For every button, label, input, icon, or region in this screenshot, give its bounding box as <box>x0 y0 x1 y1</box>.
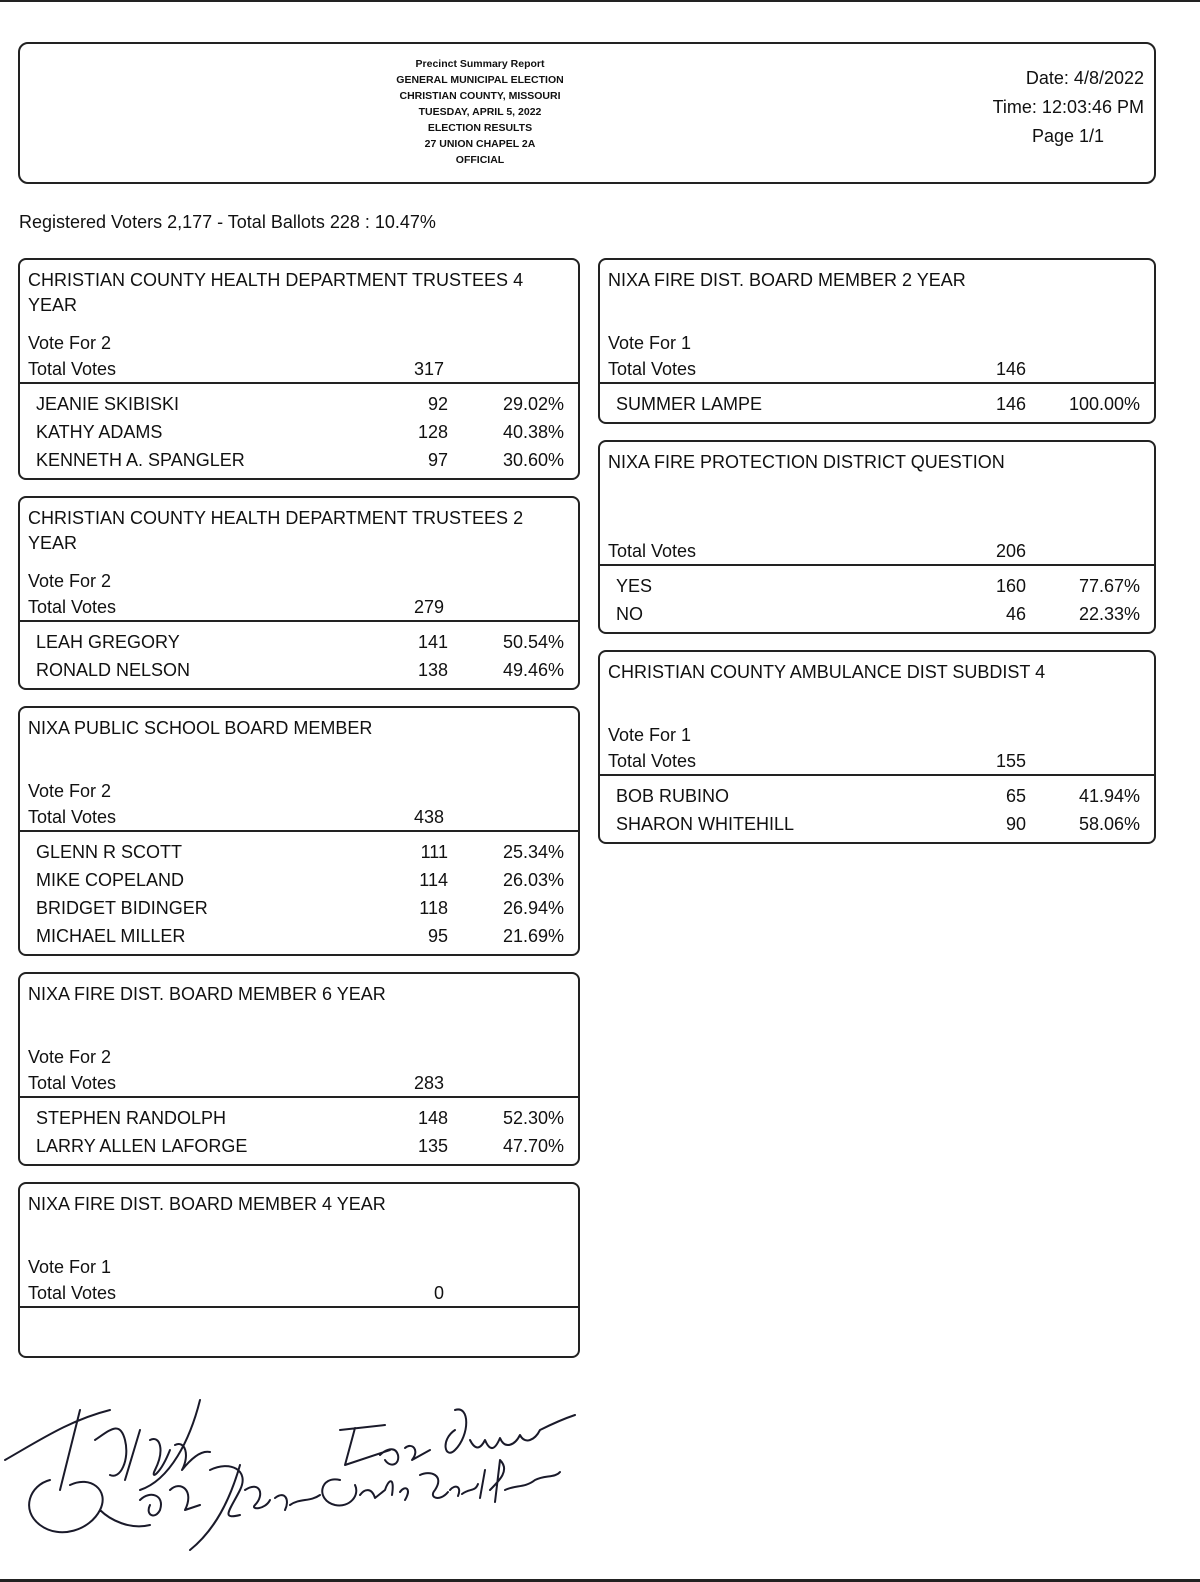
candidate-name: LEAH GREGORY <box>36 632 180 652</box>
header-line: OFFICIAL <box>455 154 505 166</box>
signature-stroke <box>322 1460 560 1505</box>
candidate-row <box>614 782 1140 810</box>
candidate-row <box>34 390 564 418</box>
contest-box <box>18 706 580 956</box>
contest-box <box>18 972 580 1166</box>
report-meta <box>993 64 1144 151</box>
candidate-percent: 40.38% <box>502 422 564 442</box>
vote-for-row <box>28 778 570 804</box>
candidate-votes: 46 <box>1005 604 1026 624</box>
candidate-votes: 148 <box>417 1108 448 1128</box>
candidate-list <box>600 566 1154 632</box>
candidate-votes: 146 <box>995 394 1026 414</box>
candidate-percent: 30.60% <box>502 450 564 470</box>
candidate-votes: 92 <box>427 394 448 414</box>
total-votes-value: 146 <box>995 359 1026 379</box>
signature-stroke <box>5 1400 210 1490</box>
total-votes-label: Total Votes <box>608 541 697 561</box>
header-line: ELECTION RESULTS <box>427 122 533 134</box>
signature-stroke <box>29 1465 320 1550</box>
candidate-votes: 138 <box>417 660 448 680</box>
vote-for-row <box>28 1044 570 1070</box>
candidate-list <box>600 776 1154 842</box>
contest-title: CHRISTIAN COUNTY HEALTH DEPARTMENT TRUSTEES 4 YEAR <box>28 270 524 315</box>
contest-header <box>600 652 1154 774</box>
candidate-votes: 97 <box>427 450 448 470</box>
candidate-row <box>34 446 564 474</box>
contest-box <box>598 258 1156 424</box>
candidate-percent: 21.69% <box>502 926 564 946</box>
candidate-votes: 95 <box>427 926 448 946</box>
candidate-name: BOB RUBINO <box>616 786 730 806</box>
total-votes-label: Total Votes <box>28 359 117 379</box>
candidate-list <box>20 384 578 478</box>
contest-title: CHRISTIAN COUNTY AMBULANCE DIST SUBDIST 4 <box>608 662 1046 682</box>
candidate-row <box>34 1104 564 1132</box>
vote-for-row <box>28 568 570 594</box>
vote-for-row <box>28 330 570 356</box>
vote-for-label: Vote For 1 <box>608 725 692 745</box>
vote-for-row <box>608 722 1146 748</box>
vote-for-label: Vote For 2 <box>28 1047 112 1067</box>
total-votes-label: Total Votes <box>28 597 117 617</box>
vote-for-label: Vote For 1 <box>608 333 692 353</box>
contest-box <box>598 650 1156 844</box>
candidate-percent: 77.67% <box>1078 576 1140 596</box>
candidate-list <box>20 1308 578 1356</box>
candidate-row <box>614 390 1140 418</box>
total-votes-value: 317 <box>413 359 444 379</box>
candidate-percent: 50.54% <box>502 632 564 652</box>
total-votes-value: 155 <box>995 751 1026 771</box>
report-time: Time: 12:03:46 PM <box>992 97 1144 117</box>
right-contest-column <box>598 258 1156 860</box>
official-signatures <box>0 1380 620 1580</box>
candidate-name: MIKE COPELAND <box>36 870 185 890</box>
contest-header <box>20 974 578 1096</box>
candidate-percent: 25.34% <box>502 842 564 862</box>
candidate-votes: 118 <box>419 898 448 918</box>
header-line: CHRISTIAN COUNTY, MISSOURI <box>399 90 561 102</box>
candidate-name: STEPHEN RANDOLPH <box>36 1108 227 1128</box>
left-contest-column <box>18 258 580 1374</box>
contest-title-spacer <box>608 293 1146 330</box>
candidate-row <box>614 810 1140 838</box>
contest-title-spacer <box>28 1217 570 1254</box>
report-header <box>18 42 1156 184</box>
header-line: 27 UNION CHAPEL 2A <box>424 138 536 150</box>
contest-header <box>20 498 578 620</box>
total-votes-value: 0 <box>433 1283 444 1303</box>
candidate-percent: 22.33% <box>1078 604 1140 624</box>
candidate-list <box>20 832 578 954</box>
candidate-name: NO <box>616 604 643 624</box>
candidate-votes: 111 <box>420 842 448 862</box>
total-votes-label: Total Votes <box>28 807 117 827</box>
contest-title-spacer <box>28 1007 570 1044</box>
candidate-row <box>34 838 564 866</box>
contest-header <box>600 260 1154 382</box>
total-votes-value: 283 <box>413 1073 444 1093</box>
scan-top-edge <box>0 0 1200 2</box>
candidate-percent: 47.70% <box>502 1136 564 1156</box>
contest-title-spacer <box>608 685 1146 722</box>
contest-title: NIXA FIRE DIST. BOARD MEMBER 2 YEAR <box>608 270 966 290</box>
total-votes-label: Total Votes <box>28 1073 117 1093</box>
candidate-percent: 29.02% <box>502 394 564 414</box>
contest-title-spacer <box>608 475 1146 512</box>
contest-title: NIXA FIRE DIST. BOARD MEMBER 4 YEAR <box>28 1194 386 1214</box>
candidate-votes: 141 <box>417 632 448 652</box>
candidate-name: MICHAEL MILLER <box>36 926 186 946</box>
candidate-list <box>20 1098 578 1164</box>
total-votes-row <box>608 538 1146 564</box>
vote-for-row <box>608 330 1146 356</box>
contest-title-spacer <box>28 556 570 568</box>
candidate-percent: 100.00% <box>1068 394 1140 414</box>
contest-header <box>20 260 578 382</box>
total-votes-value: 438 <box>413 807 444 827</box>
candidate-votes: 128 <box>417 422 448 442</box>
candidate-row <box>34 418 564 446</box>
contest-header <box>20 1184 578 1306</box>
total-votes-row <box>28 1280 570 1306</box>
candidate-votes: 65 <box>1005 786 1026 806</box>
contest-title-spacer <box>28 318 570 330</box>
candidate-votes: 160 <box>995 576 1026 596</box>
total-votes-row <box>28 804 570 830</box>
candidate-row <box>34 894 564 922</box>
report-date: Date: 4/8/2022 <box>1025 68 1144 88</box>
header-line: Precinct Summary Report <box>415 58 545 70</box>
total-votes-label: Total Votes <box>608 751 697 771</box>
contest-box <box>18 496 580 690</box>
contest-header <box>600 442 1154 564</box>
total-votes-label: Total Votes <box>28 1283 117 1303</box>
total-votes-value: 279 <box>413 597 444 617</box>
candidate-name: SUMMER LAMPE <box>616 394 763 414</box>
registered-voters-summary: Registered Voters 2,177 - Total Ballots 228 : 10.47% <box>19 212 436 232</box>
candidate-name: KATHY ADAMS <box>36 422 163 442</box>
candidate-votes: 135 <box>417 1136 448 1156</box>
candidate-list <box>20 622 578 688</box>
total-votes-row <box>608 356 1146 382</box>
contest-title: NIXA PUBLIC SCHOOL BOARD MEMBER <box>28 718 373 738</box>
header-line: TUESDAY, APRIL 5, 2022 <box>418 106 542 118</box>
vote-for-label: Vote For 2 <box>28 571 112 591</box>
contest-box <box>18 258 580 480</box>
total-votes-row <box>28 356 570 382</box>
candidate-percent: 49.46% <box>502 660 564 680</box>
candidate-percent: 52.30% <box>502 1108 564 1128</box>
candidate-name: RONALD NELSON <box>36 660 191 680</box>
vote-for-row <box>608 512 1146 538</box>
vote-for-label: Vote For 2 <box>28 781 112 801</box>
candidate-row <box>34 866 564 894</box>
candidate-row <box>614 572 1140 600</box>
candidate-row <box>34 656 564 684</box>
total-votes-row <box>28 1070 570 1096</box>
vote-for-label: Vote For 1 <box>28 1257 112 1277</box>
candidate-name: JEANIE SKIBISKI <box>36 394 180 414</box>
contest-title: NIXA FIRE PROTECTION DISTRICT QUESTION <box>608 452 1005 472</box>
vote-for-label: Vote For 2 <box>28 333 112 353</box>
candidate-list <box>600 384 1154 422</box>
total-votes-row <box>28 594 570 620</box>
contest-header <box>20 708 578 830</box>
report-page: Page 1/1 <box>1031 126 1104 146</box>
candidate-row <box>34 922 564 950</box>
candidate-votes: 90 <box>1005 814 1026 834</box>
candidate-percent: 58.06% <box>1078 814 1140 834</box>
contest-title: CHRISTIAN COUNTY HEALTH DEPARTMENT TRUSTEES 2 YEAR <box>28 508 524 553</box>
contest-box <box>598 440 1156 634</box>
contest-title: NIXA FIRE DIST. BOARD MEMBER 6 YEAR <box>28 984 386 1004</box>
candidate-name: KENNETH A. SPANGLER <box>36 450 245 470</box>
contest-box <box>18 1182 580 1358</box>
candidate-row <box>614 600 1140 628</box>
contest-title-spacer <box>28 741 570 778</box>
candidate-name: GLENN R SCOTT <box>36 842 183 862</box>
vote-for-row <box>28 1254 570 1280</box>
report-title-block <box>320 56 640 168</box>
candidate-name: LARRY ALLEN LAFORGE <box>36 1136 248 1156</box>
header-line: GENERAL MUNICIPAL ELECTION <box>396 74 564 86</box>
candidate-name: BRIDGET BIDINGER <box>36 898 208 918</box>
candidate-name: YES <box>616 576 653 596</box>
total-votes-value: 206 <box>995 541 1026 561</box>
candidate-percent: 26.94% <box>502 898 564 918</box>
candidate-row <box>34 1132 564 1160</box>
candidate-name: SHARON WHITEHILL <box>616 814 795 834</box>
candidate-percent: 41.94% <box>1078 786 1140 806</box>
signature-stroke <box>340 1409 575 1465</box>
candidate-percent: 26.03% <box>502 870 564 890</box>
candidate-row <box>34 628 564 656</box>
candidate-votes: 114 <box>419 870 448 890</box>
total-votes-label: Total Votes <box>608 359 697 379</box>
total-votes-row <box>608 748 1146 774</box>
